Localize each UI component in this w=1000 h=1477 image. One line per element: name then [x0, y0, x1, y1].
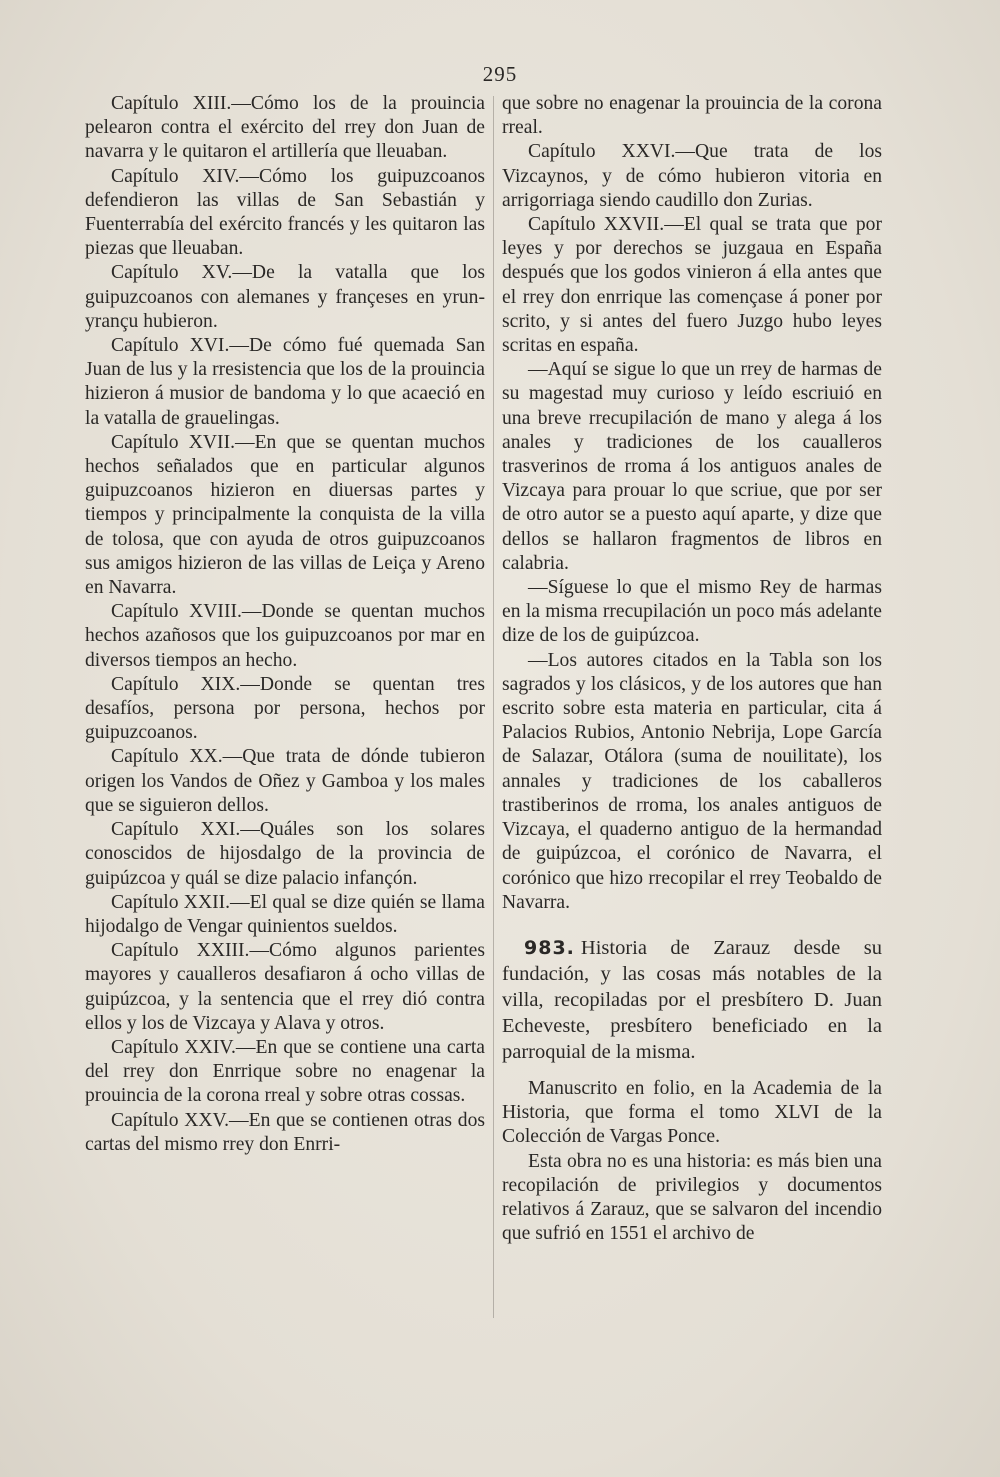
note-paragraph: —Síguese lo que el mismo Rey de harmas en la misma rrecupilación un poco más adelante dize de los de guipúzcoa.	[502, 577, 882, 647]
column-divider	[493, 96, 494, 1318]
chapter-entry: Capítulo XVIII.—Donde se quentan muchos hechos azañosos que los guipuzcoanos por mar en diversos tiempos an hecho.	[85, 601, 485, 671]
chapter-entry: Capítulo XXV.—En que se contienen otras dos cartas del mismo rrey don Enrri-	[85, 1109, 485, 1155]
chapter-entry: Capítulo XXVI.—Que trata de los Vizcaynos, y de cómo hubieron vitoria en arrigorriaga siendo caudillo don Zurias.	[502, 141, 882, 211]
chapter-entry: Capítulo XIII.—Cómo los de la prouincia pelearon contra el exército del rrey don Juan de navarra y le quitaron el artillería que lleuaban.	[85, 93, 485, 163]
chapter-entry: Capítulo XVI.—De cómo fué quemada San Juan de lus y la rresistencia que los de la prouincia hizieron á musior de bandoma y lo que acaeció en la vatalla de grauelingas.	[85, 335, 485, 429]
continuation-text: que sobre no enagenar la prouincia de la corona rreal.	[502, 93, 882, 139]
left-column	[85, 92, 485, 1157]
chapter-entry: Capítulo XVII.—En que se quentan muchos hechos señalados que en particular algunos guipuzcoanos hizieron en diuersas partes y tiempos y principalmente la conquista de la villa de tolosa, que con ayuda de otros guipuzcoanos sus amigos hizieron de las villas de Leiça y Areno en Navarra.	[85, 431, 485, 599]
chapter-entry: Capítulo XXIV.—En que se contiene una carta del rrey don Enrrique sobre no enagenar la prouincia de la corona rreal y sobre otras cossas.	[85, 1036, 485, 1107]
note-paragraph: —Aquí se sigue lo que un rrey de harmas de su magestad muy curioso y leído escriuió en una breve rrecupilación de mano y alega á los anales y tradiciones de los caualleros trasverinos de rroma á los antiguos anales de Vizcaya para prouar lo que scriue, que por ser de otro autor se a puesto aquí aparte, y dize que dellos se hallaron fragmentos de libros en calabria.	[502, 359, 882, 574]
chapter-entry: Capítulo XIV.—Cómo los guipuzcoanos defendieron las villas de San Sebastián y Fuenterrabía del exército francés y les quitaron las piezas que lleuaban.	[85, 165, 485, 260]
entry-number: 983.	[524, 936, 575, 959]
entry-title: Historia de Zarauz desde su fundación, y las cosas más notables de la villa, recopiladas por el presbítero D. Juan Echeveste, presbítero beneficiado en la parroquial de la misma.	[502, 936, 882, 1063]
chapter-entry: Capítulo XXI.—Quáles son los solares conoscidos de hijosdalgo de la provincia de guipúzcoa y quál se dize palacio infançón.	[85, 819, 485, 889]
chapter-entry: Capítulo XXVII.—El qual se trata que por leyes y por derechos se juzgaua en España después que los godos vinieron á ella antes que el rrey don enrrique las començase á poner por scrito, y si antes del fuero Juzgo hubo leyes scritas en españa.	[502, 214, 882, 357]
chapter-entry: Capítulo XIX.—Donde se quentan tres desafíos, persona por persona, hechos por guipuzcoanos.	[85, 673, 485, 744]
right-column	[502, 92, 882, 1246]
note-paragraph: —Los autores citados en la Tabla son los sagrados y los clásicos, y de los autores que han escrito sobre esta materia en particular, cita á Palacios Rubios, Antonio Nebrija, Lope García de Salazar, Otálora (suma de nouilitate), los annales y tradiciones de los caballeros trastiberinos de rroma, los anales antiguos de Vizcaya, el quaderno antiguo de la hermandad de guipúzcoa, el corónico de Navarra, el corónico que hizo rrecopilar el rrey Teobaldo de Navarra.	[502, 649, 882, 913]
catalog-entry	[502, 935, 882, 1065]
chapter-entry: Capítulo XV.—De la vatalla que los guipuzcoanos con alemanes y françeses en yrun-yrançu hubieron.	[85, 262, 485, 332]
chapter-entry: Capítulo XXII.—El qual se dize quién se llama hijodalgo de Vengar quinientos sueldos.	[85, 891, 485, 937]
entry-description: Esta obra no es una historia: es más bien una recopilación de privilegios y documentos relativos á Zarauz, que se salvaron del incendio que sufrió en 1551 el archivo de	[502, 1150, 882, 1245]
page-number: 295	[482, 62, 518, 86]
entry-description: Manuscrito en folio, en la Academia de la Historia, que forma el tomo XLVI de la Colección de Vargas Ponce.	[502, 1077, 882, 1148]
chapter-entry: Capítulo XX.—Que trata de dónde tubieron origen los Vandos de Oñez y Gamboa y los males que se siguieron dellos.	[85, 746, 485, 816]
chapter-entry: Capítulo XXIII.—Cómo algunos parientes mayores y caualleros desafiaron á ocho villas de guipúzcoa, y la sentencia que el rrey dió contra ellos y los de Vizcaya y Alava y otros.	[85, 940, 485, 1034]
